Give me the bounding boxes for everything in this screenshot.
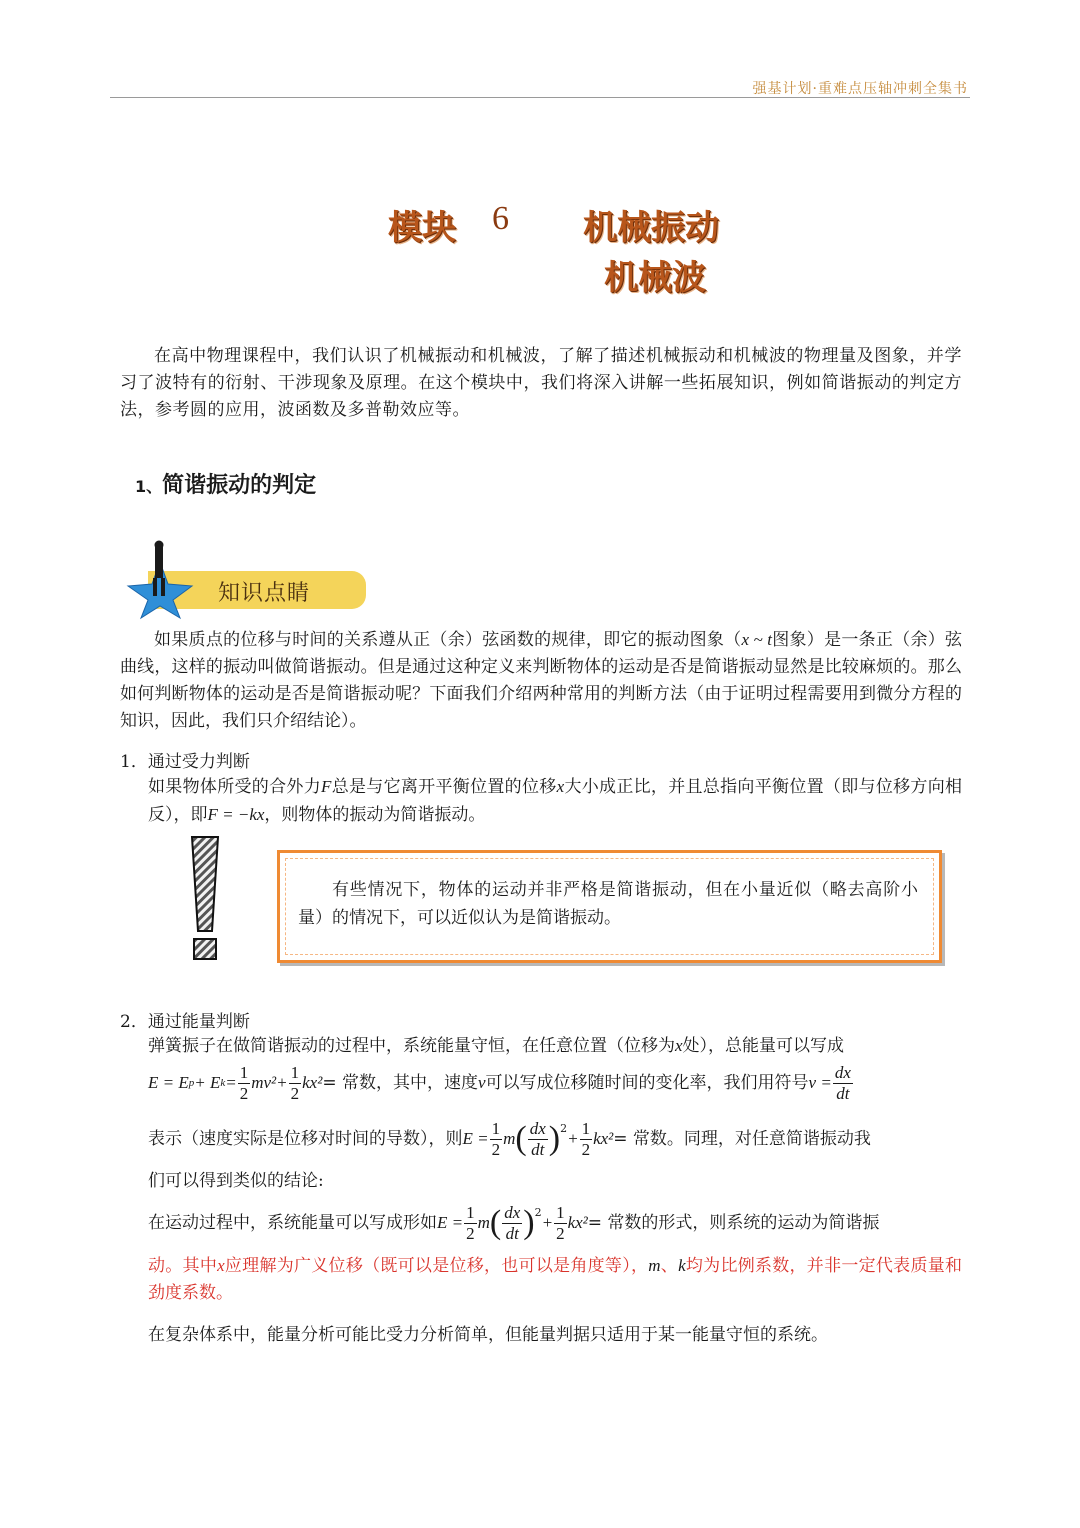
- right-paren: ): [523, 1204, 535, 1241]
- m2-text-8: 的形式，则系统的运动为简谐振: [641, 1213, 880, 1233]
- section-title: 简谐振动的判定: [162, 473, 317, 498]
- section-heading: [135, 468, 316, 499]
- eq-kx2: kx²: [302, 1073, 323, 1092]
- m2-text-4: 可以写成位移随时间的变化率，我们用符号: [485, 1073, 809, 1093]
- method1-heading: 1．通过受力判断: [120, 752, 250, 772]
- fraction-dxdt: [528, 1119, 548, 1160]
- exclamation-icon: [188, 835, 224, 963]
- knowledge-banner-label: 知识点睛: [218, 581, 311, 606]
- fraction-half: [464, 1203, 477, 1244]
- frac-den: 2: [581, 1139, 591, 1159]
- red-symbol-x: x: [217, 1256, 225, 1275]
- red-symbol-k: k: [678, 1256, 686, 1275]
- header-divider: [110, 97, 970, 98]
- eq-E-Ep: E = E: [148, 1073, 189, 1092]
- hooke-formula: F = −kx: [207, 805, 265, 824]
- fraction-dxdt: [833, 1063, 853, 1104]
- red-text-3: 、: [660, 1256, 679, 1276]
- module-title-line1: 机械振动: [583, 208, 719, 248]
- red-text-1: 动。其中: [148, 1256, 218, 1276]
- fraction-half: [238, 1063, 251, 1104]
- frac-den: 2: [466, 1223, 475, 1243]
- method2-line1: [148, 1033, 844, 1059]
- eq-plus: +: [276, 1073, 288, 1092]
- x-t-formula: x ~ t: [741, 630, 772, 649]
- fraction-half: [554, 1203, 567, 1244]
- energy-derivative-line: [148, 1112, 871, 1166]
- eq-mv2: mv²: [251, 1073, 277, 1092]
- eq-plus: +: [541, 1213, 554, 1232]
- left-paren: (: [489, 1204, 502, 1241]
- sub-p: p: [188, 1077, 195, 1089]
- square-exponent: 2: [560, 1122, 568, 1135]
- module-label: 模块: [388, 208, 456, 248]
- m2-text-2: 处），总能量可以写成: [682, 1036, 845, 1056]
- red-text-4: 均为比例系数，并非一定代表质量和劲度系数。: [148, 1256, 962, 1303]
- fraction-half: [490, 1119, 503, 1160]
- symbol-F: F: [321, 777, 332, 796]
- eq-m: m: [503, 1129, 516, 1148]
- generalized-displacement-note: [148, 1252, 962, 1307]
- definition-paragraph: [120, 626, 962, 735]
- frac-dx: dx: [504, 1202, 521, 1222]
- method1-text-2: 总是与它离开平衡位置的位移: [331, 777, 557, 797]
- fraction-half: [289, 1063, 302, 1104]
- frac-den: 2: [239, 1083, 249, 1103]
- method1-text-4: ，则物体的振动为简谐振动。: [264, 805, 486, 825]
- frac-dx: dx: [529, 1118, 546, 1138]
- eq-constant: = 常数: [613, 1129, 667, 1149]
- m2-text-7: 在运动过程中，系统能量可以写成形如: [148, 1213, 437, 1233]
- frac-den: 2: [491, 1139, 501, 1159]
- eq-equals: =: [225, 1073, 237, 1092]
- method1-paragraph: [148, 773, 962, 829]
- eq-kx2: kx²: [567, 1213, 588, 1232]
- module-number: 6: [492, 200, 509, 237]
- eq-plus: +: [567, 1129, 579, 1148]
- red-text-2: 应理解为广义位移（既可以是位移，也可以是角度等），: [224, 1256, 649, 1276]
- method2-heading: 2．通过能量判断: [120, 1012, 250, 1032]
- section-number: 1、: [135, 477, 163, 496]
- eq-v-equals: v =: [808, 1073, 832, 1092]
- m2-text-3: ，其中，速度: [375, 1073, 478, 1093]
- frac-den: 2: [556, 1223, 565, 1243]
- eq-E-equals: E =: [437, 1213, 464, 1232]
- eq-E-equals: E =: [462, 1129, 489, 1148]
- m2-text-6: 。同理，对任意简谐振动我: [666, 1129, 871, 1149]
- m2-symbol-x: x: [675, 1036, 683, 1055]
- frac-num: 1: [466, 1202, 475, 1222]
- frac-den: 2: [290, 1083, 300, 1103]
- fraction-dxdt: [502, 1203, 522, 1244]
- m2-text-1: 弹簧振子在做简谐振动的过程中，系统能量守恒，在任意位置（位移为: [148, 1036, 675, 1056]
- frac-num: 1: [290, 1062, 300, 1082]
- energy-equation-line: [148, 1058, 854, 1108]
- method2-line4: 们可以得到类似的结论:: [148, 1171, 324, 1191]
- energy-criterion-remark: 在复杂体系中，能量分析可能比受力分析简单，但能量判据只适用于某一能量守恒的系统。: [148, 1325, 828, 1345]
- m2-text-5: 表示（速度实际是位移对时间的导数），则: [148, 1129, 463, 1149]
- sub-k: k: [220, 1077, 226, 1089]
- m2-symbol-v: v: [477, 1073, 486, 1092]
- series-header: 强基计划·重难点压轴冲刺全集书: [752, 81, 968, 97]
- definition-text-2: 图象）是一条正（余）弦曲线，这样的振动叫做简谐振动。但是通过这种定义来判断物体的运动是否是简谐振动显然是比较麻烦的。那么如何判断物体的运动是否是简谐振动呢？下面我们介绍两种常用的判断方法（由于证明过程需要用到微分方程的知识，因此，我们只介绍结论）。: [120, 630, 963, 731]
- square-exponent: 2: [534, 1206, 542, 1219]
- method1-text-3: 大小成正比，并且总指向平衡位置（即与位移方向相反），即: [148, 777, 963, 825]
- eq-constant: = 常数: [587, 1213, 642, 1233]
- frac-dx: dx: [834, 1062, 851, 1082]
- frac-dt: dt: [505, 1223, 519, 1243]
- frac-dt: dt: [836, 1083, 850, 1103]
- note-text: 有些情况下，物体的运动并非严格是简谐振动，但在小量近似（略去高阶小量）的情况下，可以近似认为是简谐振动。: [298, 880, 918, 928]
- eq-plus-Ek: + E: [194, 1073, 221, 1092]
- frac-num: 1: [239, 1062, 249, 1082]
- frac-dt: dt: [531, 1139, 545, 1159]
- definition-text-1: 如果质点的位移与时间的关系遵从正（余）弦函数的规律，即它的振动图象（: [154, 630, 742, 650]
- intro-paragraph: 在高中物理课程中，我们认识了机械振动和机械波，了解了描述机械振动和机械波的物理量及图象，并学习了波特有的衍射、干涉现象及原理。在这个模块中，我们将深入讲解一些拓展知识，例如简谐振动的判定方法，参考圆的应用，波函数及多普勒效应等。: [120, 346, 962, 420]
- left-paren: (: [515, 1120, 527, 1157]
- eq-m: m: [477, 1213, 490, 1232]
- method1-text-1: 如果物体所受的合外力: [148, 777, 321, 797]
- eq-constant: = 常数: [322, 1073, 376, 1093]
- energy-criterion-line: [148, 1196, 879, 1250]
- fraction-half: [580, 1119, 593, 1160]
- frac-num: 1: [556, 1202, 565, 1222]
- red-symbol-m: m: [648, 1256, 661, 1275]
- star-figure-icon: [124, 540, 194, 620]
- module-title-line2: 机械波: [604, 258, 706, 298]
- frac-num: 1: [581, 1118, 591, 1138]
- symbol-x: x: [556, 777, 565, 796]
- right-paren: ): [548, 1120, 561, 1157]
- eq-kx2: kx²: [593, 1129, 614, 1148]
- frac-num: 1: [491, 1118, 501, 1138]
